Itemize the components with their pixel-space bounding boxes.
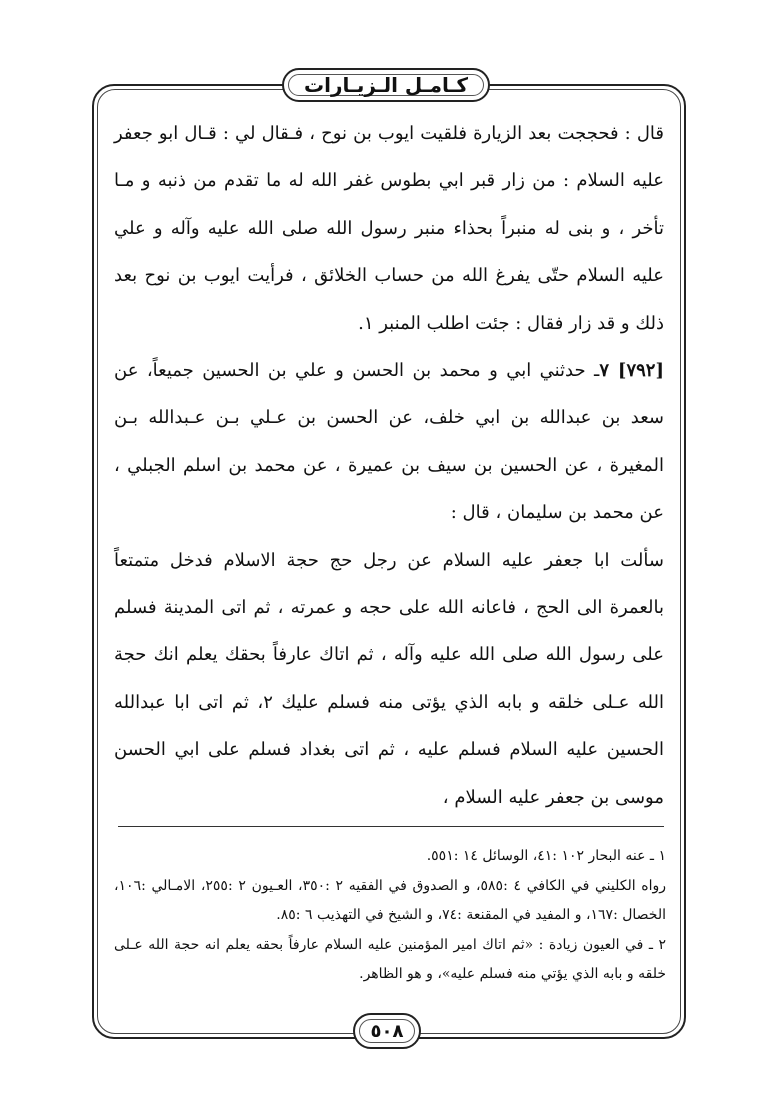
main-text	[114, 110, 664, 821]
running-header	[282, 68, 490, 102]
footnote-1-line-2: رواه الكليني في الكافي ٤ :٥٨٥، و الصدوق في الفقيه ٢ :٣٥٠، العـيون ٢ :٢٥٥، الامـالي :١٠٦، الخصال :١٦٧، و المفيد في المقنعة :٧٤، و الشيخ في التهذيب ٦ :٨٥.	[114, 877, 667, 924]
paragraph-3: سألت ابا جعفر عليه السلام عن رجل حج حجة الاسلام فدخل متمتعاً بالعمرة الى الحج ، فاعانه الله على حجه و عمرته ، ثم اتى المدينة فسلم على رسول الله صلى الله عليه وآله ، ثم اتاك عارفاً بحقك يعلم انك حجة الله عـلى خلقه و بابه الذي يؤتى منه فسلم عليك ٢، ثم اتى ابا عبدالله الحسين عليه السلام فسلم عليه ، ثم اتى بغداد فسلم على ابي الحسن موسى بن جعفر عليه السلام ،	[114, 549, 664, 808]
footnote-1-line-1: ١ ـ عنه البحار ١٠٢ :٤١، الوسائل ١٤ :٥٥١.	[426, 848, 666, 864]
hadith-reference-number: [٧٩٢] ٧	[599, 360, 664, 382]
paragraph-2	[114, 347, 664, 537]
footnote-2: ٢ ـ في العيون زيادة : «ثم اتاك امير المؤمنين عليه السلام عارفاً بحقه يعلم انه حجة الله عـلى خلقه و بابه الذي يؤتي منه فسلم عليه»، و هو الظاهر.	[114, 936, 666, 983]
paragraph-2-text: ـ حدثني ابي و محمد بن الحسن و علي بن الحسين جميعاً، عن سعد بن عبدالله بن ابي خلف، عن الحسن بن عـلي بـن عـبدالله بـن المغيرة ، عن الحسين بن سيف بن عميرة ، عن محمد بن اسلم الجبلي ، عن محمد بن سليمان ، قال :	[114, 360, 664, 524]
page-number: ٥٠٨	[370, 1020, 404, 1042]
footnotes	[114, 842, 666, 990]
page-number-badge	[353, 1013, 421, 1049]
paragraph-1: قال : فحججت بعد الزيارة فلقيت ايوب بن نوح ، فـقال لي : قـال ابو جعفر عليه السلام : من زار قبر ابي بطوس غفر الله له ما تقدم من ذنبه و مـا تأخر ، و بنى له منبراً بحذاء منبر رسول الله صلى الله عليه وآله و علي عليه السلام حتّى يفرغ الله من حساب الخلائق ، فرأيت ايوب بن نوح بعد ذلك و قد زار فقال : جئت اطلب المنبر ١.	[114, 123, 664, 334]
book-title: كـامـل الـزيـارات	[304, 73, 468, 97]
footnote-divider	[118, 826, 664, 827]
